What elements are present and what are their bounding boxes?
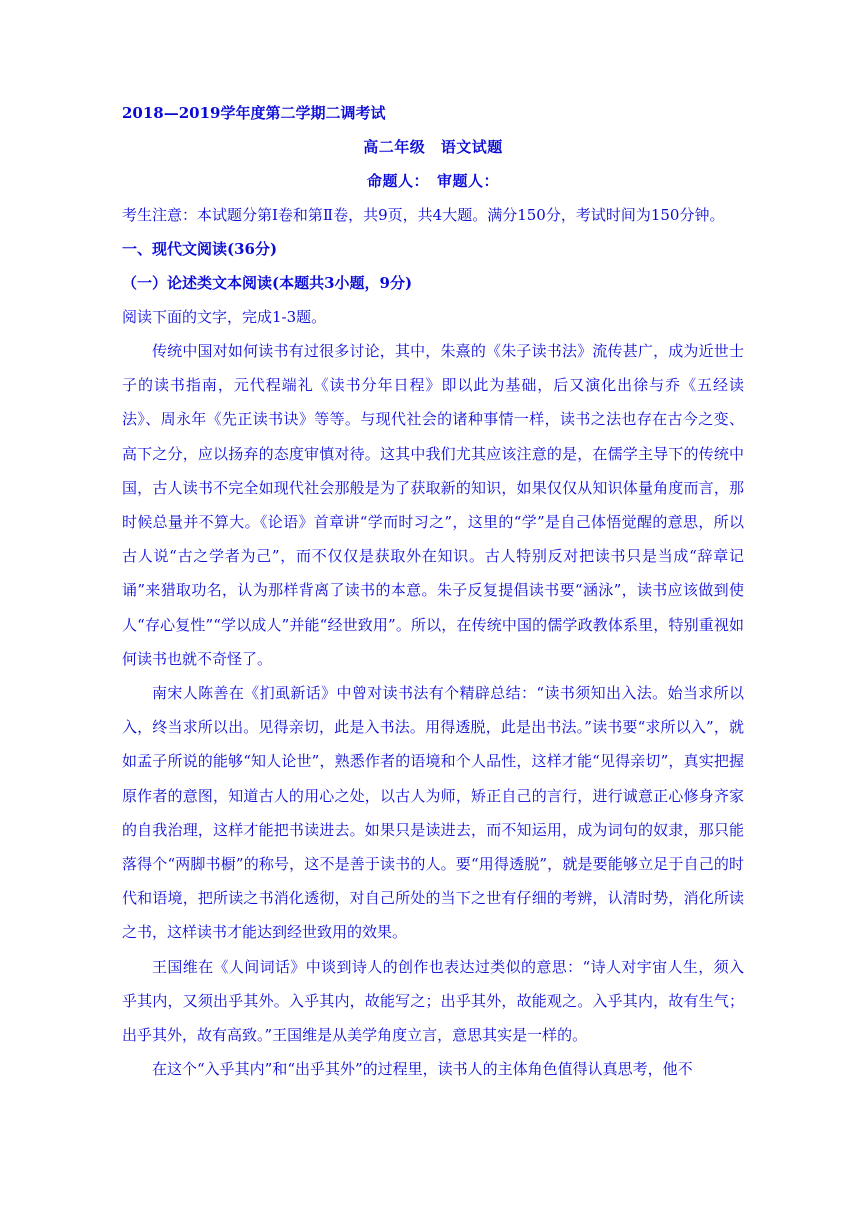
- part1-title: （一）论述类文本阅读(本题共3小题，9分): [122, 274, 413, 292]
- exam-title: 2018—2019学年度第二学期二调考试: [122, 104, 386, 122]
- exam-notice: 考生注意：本试题分第Ⅰ卷和第Ⅱ卷，共9页，共4大题。满分150分，考试时间为150分钟。: [122, 206, 725, 224]
- reading-instruction: 阅读下面的文字，完成1-3题。: [122, 308, 327, 326]
- exam-page: [122, 96, 744, 1086]
- passage-paragraph-4: 在这个“入乎其内”和“出乎其外”的过程里，读书人的主体角色值得认真思考，他不: [152, 1060, 693, 1079]
- authors-line: 命题人： 审题人：: [366, 172, 499, 190]
- passage-paragraph-2: 南宋人陈善在《扪虱新话》中曾对读书法有个精辟总结：“读书须知出入法。始当求所以入，终当求所以出。见得亲切，此是入书法。用得透脱，此是出书法。”读书要“求所以入”，就如孟子所说的能够“知人论世”，熟悉作者的语境和个人品性，这样才能“见得亲切”，真实把握原作者的意图，知道古人的用心之处，以古人为师，矫正自己的言行，进行诚意正心修身齐家的自我治理，这样才能把书读进去。如果只是读进去，而不知运用，成为词句的奴隶，那只能落得个“两脚书橱”的称号，这不是善于读书的人。要“用得透脱”，就是要能够立足于自己的时代和语境，把所读之书消化透彻，对自己所处的当下之世有仔细的考辨，认清时势，消化所读之书，这样读书才能达到经世致用的效果。: [122, 684, 744, 942]
- section1-title: 一、现代文阅读(36分): [122, 240, 278, 258]
- passage-paragraph-1: 传统中国对如何读书有过很多讨论，其中，朱熹的《朱子读书法》流传甚广，成为近世士子的读书指南，元代程端礼《读书分年日程》即以此为基础，后又演化出徐与乔《五经读法》、周永年《先正读书诀》等等。与现代社会的诸种事情一样，读书之法也存在古今之变、高下之分，应以扬弃的态度审慎对待。这其中我们尤其应该注意的是，在儒学主导下的传统中国，古人读书不完全如现代社会那般是为了获取新的知识，如果仅仅从知识体量角度而言，那时候总量并不算大。《论语》首章讲“学而时习之”，这里的“学”是自己体悟觉醒的意思，所以古人说“古之学者为己”，而不仅仅是获取外在知识。古人特别反对把读书只是当成“辞章记诵”来猎取功名，认为那样背离了读书的本意。朱子反复提倡读书要“涵泳”，读书应该做到使人“存心复性”“学以成人”并能“经世致用”。所以，在传统中国的儒学政教体系里，特别重视如何读书也就不奇怪了。: [122, 342, 744, 668]
- subject-line: 高二年级 语文试题: [363, 138, 503, 156]
- passage-paragraph-3: 王国维在《人间词话》中谈到诗人的创作也表达过类似的意思：“诗人对宇宙人生，须入乎其内，又须出乎其外。入乎其内，故能写之；出乎其外，故能观之。入乎其内，故有生气；出乎其外，故有高致。”王国维是从美学角度立言，意思其实是一样的。: [122, 957, 744, 1045]
